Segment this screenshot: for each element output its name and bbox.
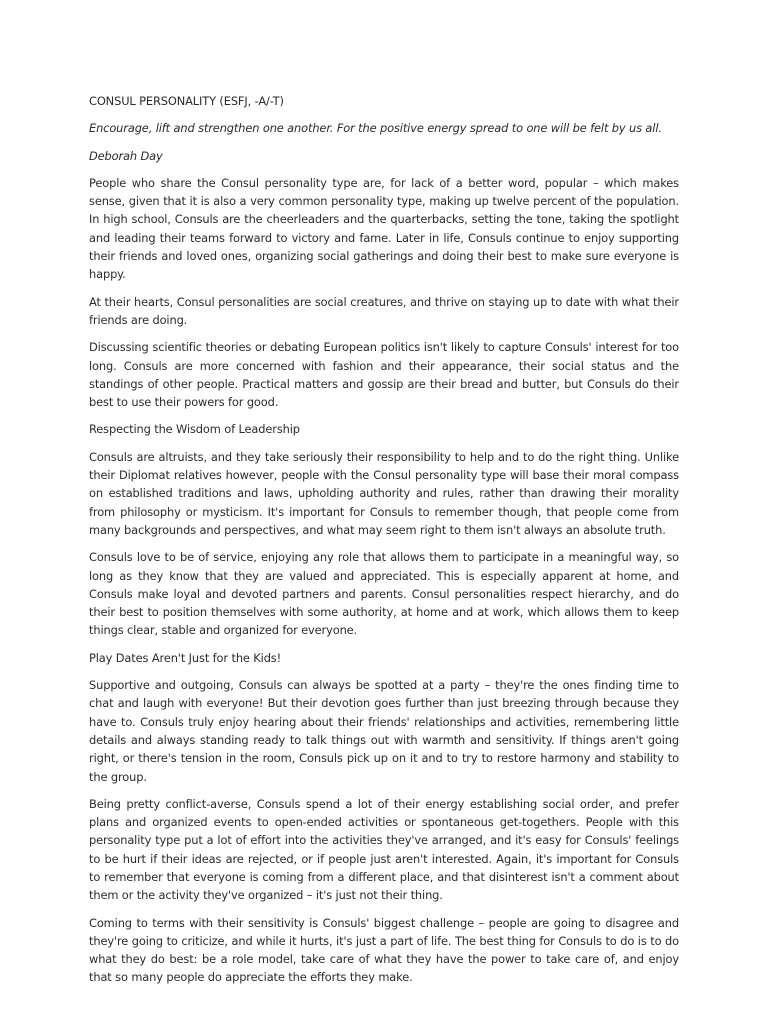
epigraph-author: Deborah Day (89, 148, 163, 163)
paragraph-leadership-2: Consuls love to be of service, enjoying any role that allows them to participate in a meaningful way, so long as they know that they are valued and appreciated. This is especially apparent at home, and Consuls make loyal and devoted partners and parents. Consul personalities respect hierarchy, and do their best to position themselves with some authority, at home and at work, which allows them to keep things clear, stable and organized for everyone. (89, 550, 679, 638)
epigraph-quote: Encourage, lift and strengthen one another. For the positive energy spread to one will be felt by us all. (89, 121, 662, 136)
document-title: CONSUL PERSONALITY (ESFJ, -A/-T) (89, 94, 284, 108)
section-heading-leadership: Respecting the Wisdom of Leadership (89, 422, 300, 437)
paragraph-play-dates-1: Supportive and outgoing, Consuls can always be spotted at a party – they're the ones finding time to chat and laugh with everyone! But their devotion goes further than just breezing through because they have to. Consuls truly enjoy hearing about their friends' relationships and activities, remembering little details and always standing ready to talk things out with warmth and sensitivity. If things aren't going right, or there's tension in the room, Consuls pick up on it and to try to restore harmony and stability to the group. (89, 678, 679, 784)
paragraph-intro-2: At their hearts, Consul personalities are social creatures, and thrive on staying up to date with what their friends are doing. (89, 294, 679, 327)
paragraph-intro-3: Discussing scientific theories or debating European politics isn't likely to capture Consuls' interest for too long. Consuls are more concerned with fashion and their appearance, their social status and the standings of other people. Practical matters and gossip are their bread and butter, but Consuls do their best to use their powers for good. (89, 340, 679, 410)
paragraph-play-dates-3: Coming to terms with their sensitivity is Consuls' biggest challenge – people are going to disagree and they're going to criticize, and while it hurts, it's just a part of life. The best thing for Consuls to do is to do what they do best: be a role model, take care of what they have the power to take care of, and enjoy that so many people do appreciate the efforts they make. (89, 915, 679, 985)
paragraph-intro-1: People who share the Consul personality type are, for lack of a better word, popular – which makes sense, given that it is also a very common personality type, making up twelve percent of the population. In high school, Consuls are the cheerleaders and the quarterbacks, setting the tone, taking the spotlight and leading their teams forward to victory and fame. Later in life, Consuls continue to enjoy supporting their friends and loved ones, organizing social gatherings and doing their best to make sure everyone is happy. (89, 175, 679, 282)
paragraph-play-dates-2: Being pretty conflict-averse, Consuls spend a lot of their energy establishing social order, and prefer plans and organized events to open-ended activities or spontaneous get-togethers. People with this personality type put a lot of effort into the activities they've arranged, and it's easy for Consuls' feelings to be hurt if their ideas are rejected, or if people just aren't interested. Again, it's important for Consuls to remember that everyone is coming from a different place, and that disinterest isn't a comment about them or the activity they've organized – it's just not their thing. (89, 796, 679, 903)
section-heading-play-dates: Play Dates Aren't Just for the Kids! (89, 650, 282, 665)
paragraph-leadership-1: Consuls are altruists, and they take seriously their responsibility to help and to do the right thing. Unlike their Diplomat relatives however, people with the Consul personality type will base their moral compass on established traditions and laws, upholding authority and rules, rather than drawing their morality from philosophy or mysticism. It's important for Consuls to remember though, that people come from many backgrounds and perspectives, and what may seem right to them isn't always an absolute truth. (89, 449, 679, 537)
document-page (89, 92, 679, 996)
